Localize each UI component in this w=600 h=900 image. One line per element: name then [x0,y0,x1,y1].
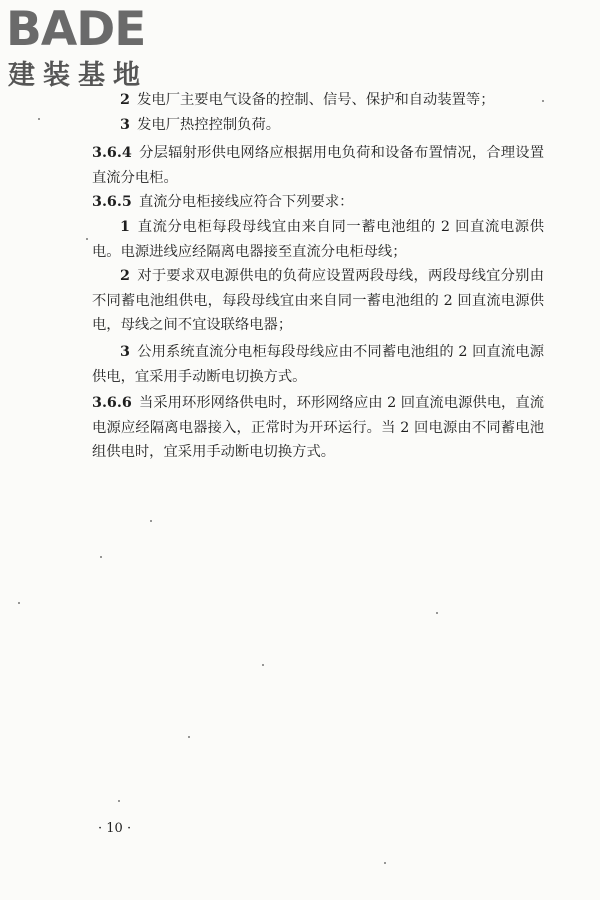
scan-speck [38,118,40,120]
scan-speck [150,520,152,522]
scan-speck [18,602,20,604]
scan-speck [188,736,190,738]
watermark-logo [6,4,176,94]
item-number: 1 [120,219,130,235]
scan-speck [118,800,120,802]
item-text: 对于要求双电源供电的负荷应设置两段母线，两段母线宜分别由不同蓄电池组供电，每段母线宜由来自同一蓄电池组的 2 回直流电源供电，母线之间不宜设联络电器； [92,268,544,333]
scan-speck [262,664,264,666]
list-item [92,88,544,113]
clause-number: 3.6.4 [92,145,132,161]
clause-text: 当采用环形网络供电时，环形网络应由 2 回直流电源供电，直流电源应经隔离电器接入，正常时为开环运行。当 2 回电源由不同蓄电池组供电时，宜采用手动断电切换方式。 [92,395,544,460]
clause-text: 直流分电柜接线应符合下列要求： [138,194,354,210]
list-item [92,264,544,338]
clause [92,190,544,215]
item-text: 发电厂主要电气设备的控制、信号、保护和自动装置等； [137,92,495,108]
scan-speck [542,100,544,102]
logo-text: BADE [6,2,146,57]
clause-text: 分层辐射形供电网络应根据用电负荷和设备布置情况，合理设置直流分电柜。 [92,145,544,186]
item-number: 2 [120,268,130,284]
item-text: 发电厂热控控制负荷。 [137,117,281,133]
item-text: 公用系统直流分电柜每段母线应由不同蓄电池组的 2 回直流电源供电，宜采用手动断电切换方式。 [92,344,544,385]
scan-speck [86,238,88,240]
clause [92,391,544,465]
page-number: · 10 · [98,821,132,836]
logo-subtitle: 建装基地 [8,60,148,91]
clause-number: 3.6.6 [92,395,132,411]
item-number: 3 [120,117,130,133]
list-item [92,340,544,389]
clause-number: 3.6.5 [92,194,132,210]
scan-speck [100,556,102,558]
scan-speck [384,862,386,864]
item-number: 3 [120,344,130,360]
clause [92,141,544,190]
item-text: 直流分电柜每段母线宜由来自同一蓄电池组的 2 回直流电源供电。电源进线应经隔离电器接至直流分电柜母线； [92,219,544,260]
scan-speck [436,612,438,614]
list-item [92,215,544,264]
list-item [92,113,544,138]
item-number: 2 [120,92,130,108]
